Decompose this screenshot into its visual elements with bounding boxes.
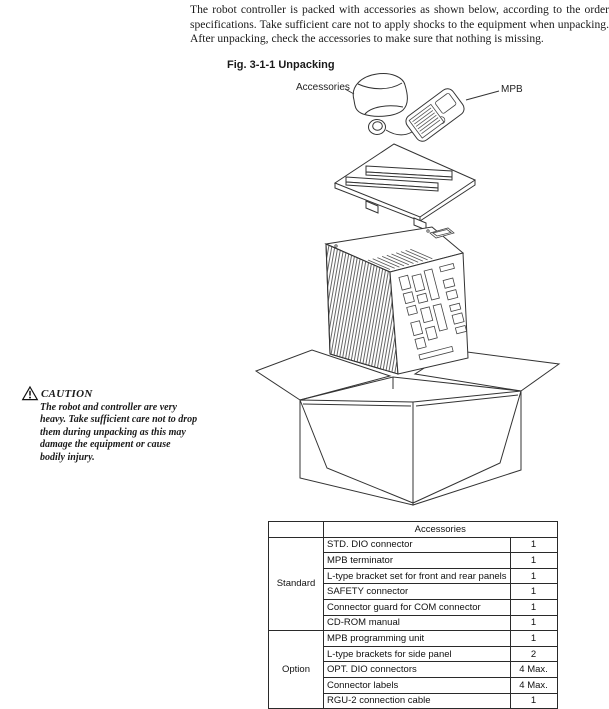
qty-cell: 1 xyxy=(510,537,557,553)
caution-title: CAUTION xyxy=(41,387,93,400)
accessories-bag-icon xyxy=(353,74,407,117)
caution-body: The robot and controller are very heavy. Take sufficient care not to drop them during unpacking as this may damage the equipment or cause bodily injury. xyxy=(40,402,198,463)
robot-controller-icon xyxy=(326,227,474,374)
qty-cell: 1 xyxy=(510,568,557,584)
qty-cell: 4 Max. xyxy=(510,662,557,678)
item-cell: Connector labels xyxy=(324,677,511,693)
qty-cell: 4 Max. xyxy=(510,677,557,693)
table-row xyxy=(269,537,558,553)
mpb-leader-line xyxy=(466,91,499,100)
item-cell: L-type brackets for side panel xyxy=(324,646,511,662)
qty-cell: 1 xyxy=(510,631,557,647)
item-cell: CD-ROM manual xyxy=(324,615,511,631)
unpacking-illustration xyxy=(270,70,570,510)
table-corner-cell xyxy=(269,522,324,538)
intro-paragraph: The robot controller is packed with accessories as shown below, according to the order specifications. Take sufficient care not to apply shocks to the equipment when unpacking. After unpacking, check the accessories to make sure that nothing is missing. xyxy=(190,3,609,46)
item-cell: MPB terminator xyxy=(324,553,511,569)
figure-caption: Fig. 3-1-1 Unpacking xyxy=(227,59,335,71)
qty-cell: 1 xyxy=(510,693,557,709)
caution-block xyxy=(22,386,198,464)
group-cell-standard: Standard xyxy=(269,537,324,631)
item-cell: SAFETY connector xyxy=(324,584,511,600)
accessories-leader-line xyxy=(345,89,354,94)
packing-tray-icon xyxy=(335,144,475,230)
table-row xyxy=(269,631,558,647)
accessories-label: Accessories xyxy=(296,82,350,93)
table-header-row xyxy=(269,522,558,538)
item-cell: Connector guard for COM connector xyxy=(324,599,511,615)
accessories-table xyxy=(268,521,558,709)
cardboard-box-icon xyxy=(300,391,521,505)
item-cell: MPB programming unit xyxy=(324,631,511,647)
warning-triangle-icon xyxy=(22,386,38,401)
item-cell: RGU-2 connection cable xyxy=(324,693,511,709)
item-cell: STD. DIO connector xyxy=(324,537,511,553)
qty-cell: 1 xyxy=(510,615,557,631)
item-cell: L-type bracket set for front and rear panels xyxy=(324,568,511,584)
mpb-label: MPB xyxy=(501,84,523,95)
qty-cell: 1 xyxy=(510,553,557,569)
table-header-accessories: Accessories xyxy=(324,522,558,538)
group-cell-option: Option xyxy=(269,631,324,709)
mpb-pendant-icon xyxy=(403,86,467,144)
qty-cell: 1 xyxy=(510,584,557,600)
item-cell: OPT. DIO connectors xyxy=(324,662,511,678)
qty-cell: 1 xyxy=(510,599,557,615)
qty-cell: 2 xyxy=(510,646,557,662)
